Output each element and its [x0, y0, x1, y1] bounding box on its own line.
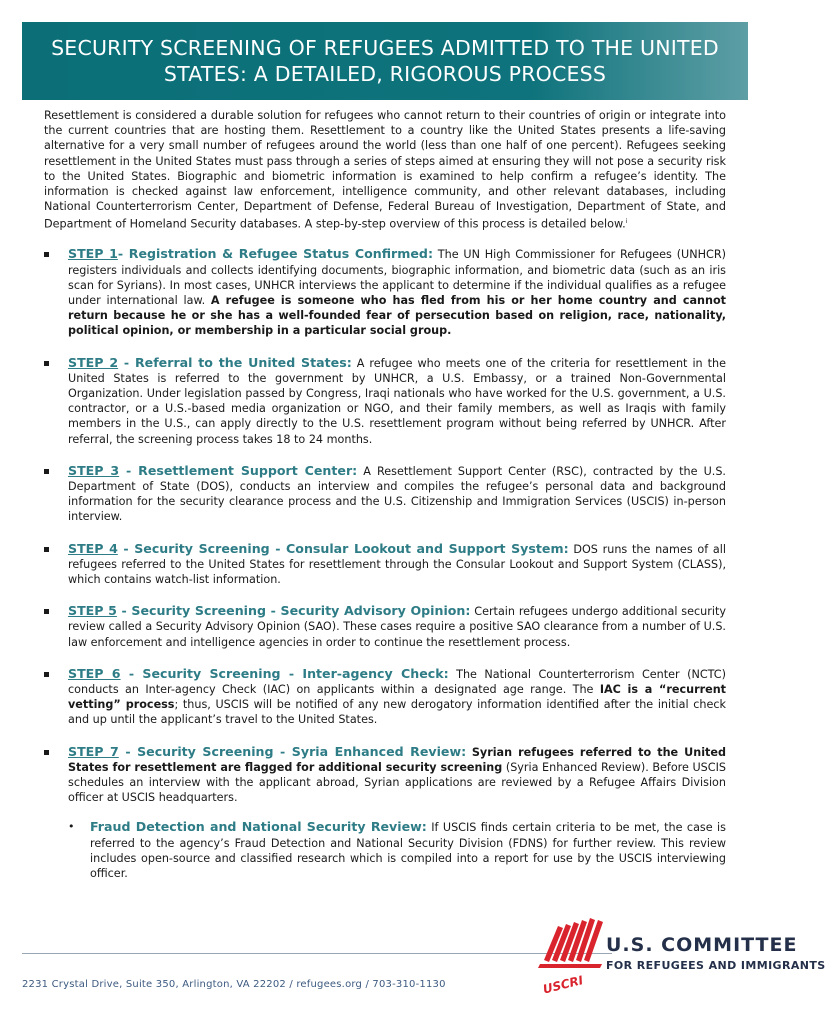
step-6-link[interactable]: STEP 6 — [68, 665, 121, 681]
step-6-body: The National Counterterrorism Center (NCTC) conducts an Inter-agency Check (IAC) on applicants within a designated age range. The — [68, 667, 726, 697]
sub-item-body: If USCIS finds certain criteria to be met, the case is referred to the agency’s Fraud Detection and National Security Division (FDNS) for further review. This review includes open-source and classified research which is compiled into a report for use by the USCIS interviewing officer. — [90, 821, 726, 881]
step-7-title: - Security Screening - Syria Enhanced Review: — [118, 743, 467, 759]
step-4-link[interactable]: STEP 4 — [68, 540, 118, 556]
step-3 — [44, 463, 726, 525]
step-3-body: A Resettlement Support Center (RSC), contracted by the U.S. Department of State (DOS), conducts an interview and compiles the refugee’s personal data and background information for the security clearance process and the U.S. Citizenship and Immigration Services (USCIS) in-person interview. — [68, 464, 726, 524]
bullet-icon — [44, 672, 49, 677]
uscri-logo — [536, 916, 826, 997]
step-4-title: - Security Screening - Consular Lookout and Support System: — [117, 540, 569, 556]
step-6-bold: IAC is a “recurrent vetting” process — [68, 683, 727, 712]
step-4 — [44, 541, 726, 588]
logo-line-2: FOR REFUGEES AND IMMIGRANTS — [606, 959, 826, 972]
bullet-icon — [44, 252, 49, 257]
footer-address: 2231 Crystal Drive, Suite 350, Arlington, VA 22202 / refugees.org / 703-310-1130 — [22, 979, 446, 990]
step-5-body: Certain refugees undergo additional security review called a Security Advisory Opinion (SAO). These cases require a positive SAO clearance from a number of U.S. law enforcement and intelligence agencies in order to continue the resettlement process. — [68, 605, 726, 649]
bullet-icon — [44, 609, 49, 614]
step-7 — [44, 744, 726, 806]
sub-bullet-icon: • — [68, 820, 75, 834]
step-6-tail: ; thus, USCIS will be notified of any new derogatory information identified after the initial check and up until the applicant’s travel to the United States. — [68, 698, 726, 727]
step-3-link[interactable]: STEP 3 — [68, 462, 120, 478]
step-7-link[interactable]: STEP 7 — [68, 743, 119, 759]
step-2-link[interactable]: STEP 2 — [68, 354, 119, 370]
step-7-tail: (Syria Enhanced Review). Before USCIS schedules an interview with the applicant abroad, Syrian applications are reviewed by a Refugee Affairs Division officer at USCIS headquarters. — [68, 760, 726, 805]
step-7-bold: Syrian refugees referred to the United States for resettlement are flagged for additional security screening — [68, 745, 727, 774]
step-5 — [44, 603, 726, 650]
uscri-logo-mark-icon — [536, 916, 610, 996]
sub-item-fraud-review — [44, 819, 726, 881]
step-2-title: - Referral to the United States: — [118, 354, 352, 370]
step-6 — [44, 666, 726, 728]
document-body — [44, 108, 726, 881]
step-1 — [44, 246, 726, 338]
step-5-link[interactable]: STEP 5 — [68, 603, 117, 619]
bullet-icon — [44, 361, 49, 366]
step-4-body: DOS runs the names of all refugees referred to the United States for resettlement through the Consular Lookout and Support System (CLASS), which contains watch-list information. — [68, 542, 726, 587]
step-2-body: A refugee who meets one of the criteria for resettlement in the United States is referred to the government by UNHCR, a U.S. Embassy, or a trained Non-Governmental Organization. Under legislation passed by Congress, Iraqi nationals who have worked for the U.S. government, a U.S. contractor, or a U.S.-based media organization or NGO, and their family members, as well as Iraqis with family members in the U.S., can apply directly to the U.S. resettlement program without being referred by UNHCR. After referral, the screening process takes 18 to 24 months. — [68, 356, 726, 446]
step-6-title: - Security Screening - Inter-agency Check: — [120, 665, 449, 681]
intro-text: Resettlement is considered a durable solution for refugees who cannot return to their countries of origin or integrate into the current countries that are hosting them. Resettlement to a country like the United States presents a life-saving alternative for a very small number of refugees around the world (less than one half of one percent). Refugees seeking resettlement in the United States must pass through a series of steps aimed at ensuring they will not pose a security risk to the United States. Biographic and biometric information is examined to help confirm a refugee’s identity. The information is checked against law enforcement, intelligence community, and other relevant databases, including National Counterterrorism Center, Department of Defense, Federal Bureau of Investigation, Department of State, and Department of Homeland Security databases. A step-by-step overview of this process is detailed below. — [44, 109, 726, 232]
step-3-title: - Resettlement Support Center: — [119, 462, 358, 478]
sub-item-title: Fraud Detection and National Security Review: — [90, 819, 427, 835]
logo-mark-text: USCRI — [541, 973, 585, 997]
bullet-icon — [44, 750, 49, 755]
step-1-link[interactable]: STEP 1 — [68, 246, 118, 262]
step-1-bold: A refugee is someone who has fled from his or her home country and cannot return because he or she has a well-founded fear of persecution based on religion, race, nationality, political opinion, or membership in a particular social group. — [68, 293, 726, 338]
intro-paragraph — [44, 108, 726, 232]
step-1-body: The UN High Commissioner for Refugees (UNHCR) registers individuals and collects identifying documents, biographic information, and biometric data (such as an iris scan for Syrians). In most cases, UNHCR interviews the applicant to determine if the individual qualifies as a refugee under international law. — [68, 248, 726, 307]
title-banner — [22, 22, 748, 100]
page-title: SECURITY SCREENING OF REFUGEES ADMITTED TO THE UNITED STATES: A DETAILED, RIGOROUS PROCESS — [51, 36, 719, 86]
step-2 — [44, 355, 726, 447]
footer-divider — [22, 953, 612, 954]
bullet-icon — [44, 547, 49, 552]
step-1-title: - Registration & Refugee Status Confirmed: — [117, 246, 433, 262]
step-5-title: - Security Screening - Security Advisory Opinion: — [116, 603, 471, 619]
footnote-mark: i — [625, 218, 628, 226]
logo-line-1: U.S. COMMITTEE — [606, 934, 798, 956]
bullet-icon — [44, 469, 49, 474]
